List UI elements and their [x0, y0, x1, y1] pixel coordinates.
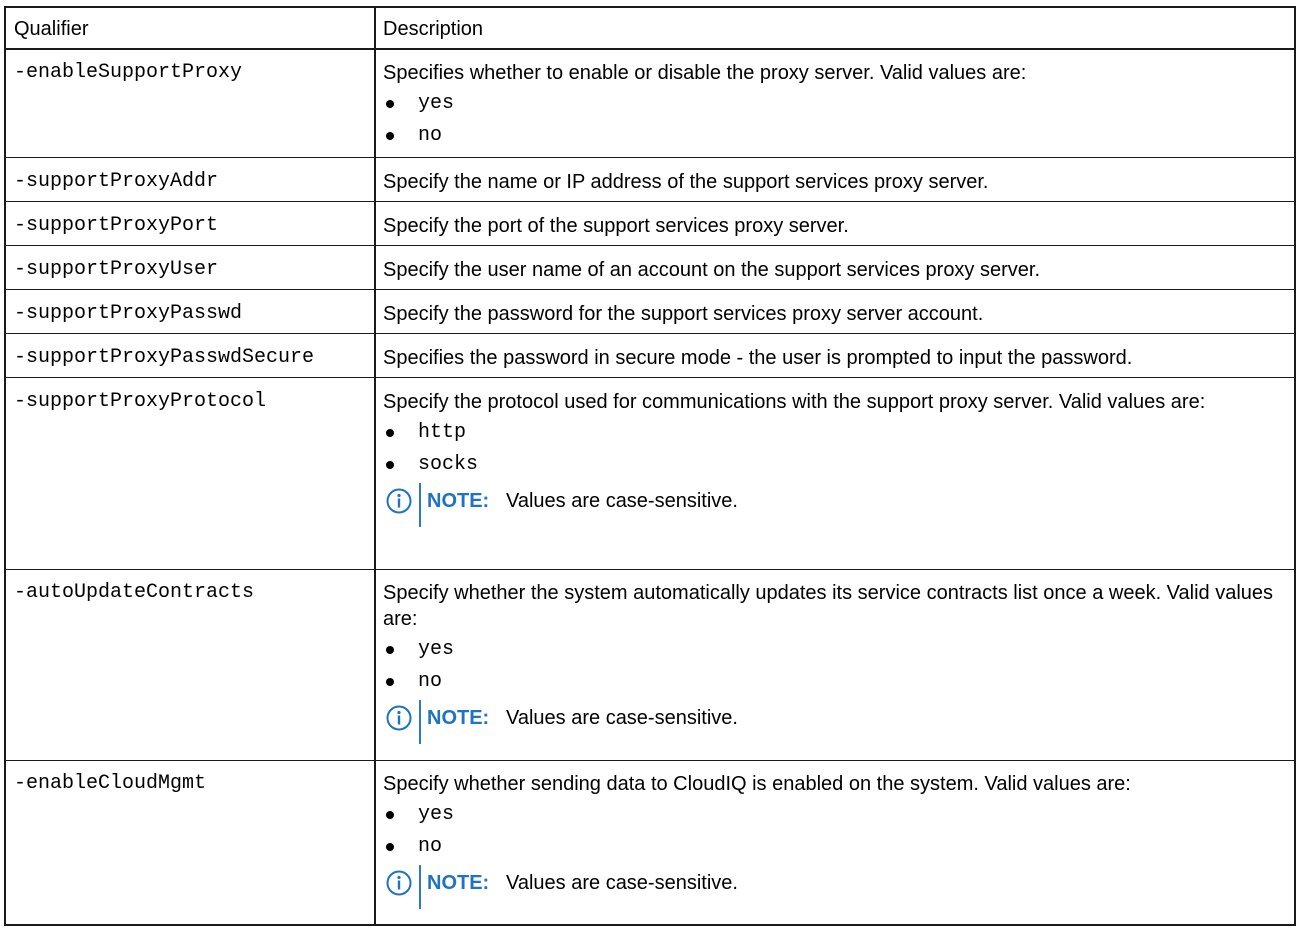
- header-qualifier: Qualifier: [14, 18, 89, 40]
- description-support-proxy-port: [383, 213, 1288, 239]
- value-no: no: [418, 124, 443, 147]
- row-divider: [6, 245, 1294, 246]
- qualifier-enable-cloud-mgmt: -enableCloudMgmt: [14, 772, 207, 795]
- list-item: [383, 634, 1288, 666]
- list-item: [383, 120, 1288, 152]
- bullet-icon: [386, 429, 394, 437]
- qualifier-support-proxy-user: -supportProxyUser: [14, 258, 219, 281]
- list-item: [383, 799, 1288, 831]
- note-box: [383, 483, 1288, 523]
- values-list: [383, 634, 1288, 698]
- row-divider: [6, 377, 1294, 378]
- description-support-proxy-protocol: [383, 389, 1288, 523]
- note-divider: [419, 483, 421, 527]
- value-yes: yes: [418, 638, 455, 661]
- qualifier-support-proxy-passwd: -supportProxyPasswd: [14, 302, 243, 325]
- bullet-icon: [386, 132, 394, 140]
- values-list: [383, 417, 1288, 481]
- bullet-icon: [386, 461, 394, 469]
- value-yes: yes: [418, 803, 455, 826]
- description-support-proxy-user: [383, 257, 1288, 283]
- value-no: no: [418, 670, 443, 693]
- description-auto-update-contracts: [383, 580, 1288, 740]
- bullet-icon: [386, 843, 394, 851]
- list-item: [383, 831, 1288, 863]
- note-divider: [419, 700, 421, 744]
- description-text: Specify the name or IP address of the support services proxy server.: [383, 171, 989, 193]
- value-socks: socks: [418, 453, 479, 476]
- list-item: [383, 666, 1288, 698]
- qualifier-support-proxy-addr: -supportProxyAddr: [14, 170, 219, 193]
- list-item: [383, 449, 1288, 481]
- values-list: [383, 88, 1288, 152]
- description-text: Specifies whether to enable or disable the proxy server. Valid values are:: [383, 62, 1027, 84]
- note-text: Values are case-sensitive.: [506, 707, 738, 729]
- description-enable-cloud-mgmt: [383, 771, 1288, 905]
- row-divider: [6, 157, 1294, 158]
- bullet-icon: [386, 100, 394, 108]
- value-http: http: [418, 421, 467, 444]
- description-text: Specify whether the system automatically updates its service contracts list once a week. Valid values are:: [383, 582, 1274, 630]
- qualifier-support-proxy-passwd-secure: -supportProxyPasswdSecure: [14, 346, 315, 369]
- note-text: Values are case-sensitive.: [506, 872, 738, 894]
- list-item: [383, 88, 1288, 120]
- info-icon: [386, 488, 412, 514]
- bullet-icon: [386, 646, 394, 654]
- description-text: Specify the protocol used for communications with the support proxy server. Valid values are:: [383, 391, 1206, 413]
- note-divider: [419, 865, 421, 909]
- note-box: [383, 700, 1288, 740]
- description-text: Specifies the password in secure mode - the user is prompted to input the password.: [383, 347, 1133, 369]
- values-list: [383, 799, 1288, 863]
- note-label: NOTE:: [427, 707, 490, 729]
- list-item: [383, 417, 1288, 449]
- note-box: [383, 865, 1288, 905]
- note-text: Values are case-sensitive.: [506, 490, 738, 512]
- row-divider: [6, 333, 1294, 334]
- column-divider: [374, 8, 376, 924]
- row-divider: [6, 569, 1294, 570]
- qualifier-table: [4, 6, 1296, 926]
- row-divider: [6, 201, 1294, 202]
- note-label: NOTE:: [427, 490, 490, 512]
- description-support-proxy-passwd: [383, 301, 1288, 327]
- qualifier-support-proxy-protocol: -supportProxyProtocol: [14, 390, 267, 413]
- description-text: Specify the user name of an account on the support services proxy server.: [383, 259, 1041, 281]
- note-label: NOTE:: [427, 872, 490, 894]
- bullet-icon: [386, 811, 394, 819]
- description-text: Specify the port of the support services proxy server.: [383, 215, 849, 237]
- info-icon: [386, 870, 412, 896]
- row-divider: [6, 760, 1294, 761]
- info-icon: [386, 705, 412, 731]
- qualifier-enable-support-proxy: -enableSupportProxy: [14, 61, 243, 84]
- description-text: Specify the password for the support services proxy server account.: [383, 303, 984, 325]
- description-support-proxy-addr: [383, 169, 1288, 195]
- description-text: Specify whether sending data to CloudIQ is enabled on the system. Valid values are:: [383, 773, 1131, 795]
- table-header: [6, 8, 1294, 50]
- description-support-proxy-passwd-secure: [383, 345, 1288, 371]
- value-yes: yes: [418, 92, 455, 115]
- row-divider: [6, 289, 1294, 290]
- value-no: no: [418, 835, 443, 858]
- description-enable-support-proxy: [383, 60, 1288, 152]
- qualifier-support-proxy-port: -supportProxyPort: [14, 214, 219, 237]
- qualifier-auto-update-contracts: -autoUpdateContracts: [14, 581, 255, 604]
- header-description: Description: [383, 18, 484, 40]
- bullet-icon: [386, 678, 394, 686]
